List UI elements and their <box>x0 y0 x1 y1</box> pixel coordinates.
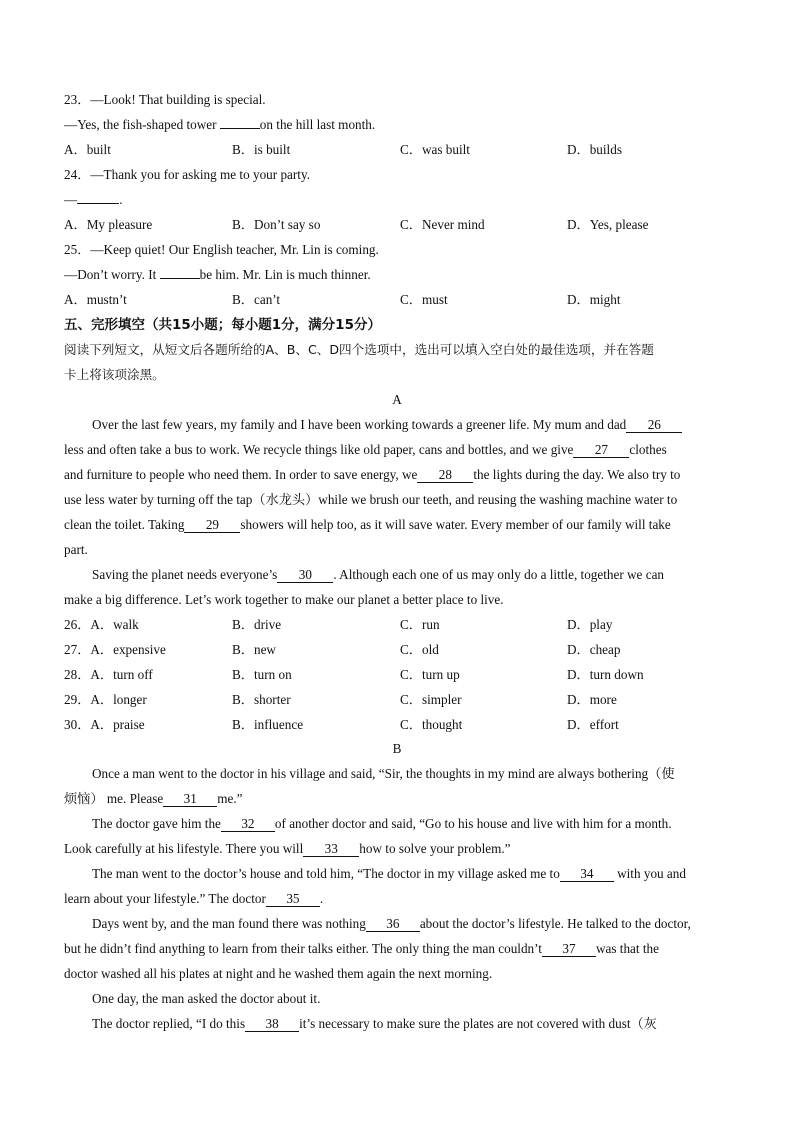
section-instruction-line2: 卡上将该项涂黑。 <box>64 367 165 382</box>
q30-option-c: C．thought <box>400 717 463 732</box>
q28-options <box>64 667 744 683</box>
q29-option-d: D．more <box>567 692 617 707</box>
passage-b-text: with you and <box>613 866 686 881</box>
passage-b-text: 烦恼） me. Please <box>64 791 164 806</box>
q25-line2 <box>64 267 371 283</box>
blank-33: 33 <box>303 842 359 857</box>
passage-b-line1: Once a man went to the doctor in his village and said, “Sir, the thoughts in my mind are always bothering（使 <box>92 766 675 781</box>
passage-a-text: Over the last few years, my family and I have been working towards a greener life. My mum and dad <box>92 417 627 432</box>
q27-option-d: D．cheap <box>567 642 621 657</box>
passage-b-text: it’s necessary to make sure the plates are not covered with dust（灰 <box>299 1016 657 1031</box>
q26-option-c: C．run <box>400 617 440 632</box>
passage-b-line3 <box>92 816 672 832</box>
q30-options <box>64 717 744 733</box>
q30-option-d: D．effort <box>567 717 619 732</box>
q25-line2-b: be him. Mr. Lin is much thinner. <box>199 267 371 282</box>
q25-option-d: D．might <box>567 292 621 307</box>
passage-a-text: Saving the planet needs everyone’s <box>92 567 278 582</box>
q24-option-d: D．Yes, please <box>567 217 649 232</box>
q24-blank <box>77 203 119 204</box>
passage-b-line7 <box>92 916 691 932</box>
passage-a-line2 <box>64 442 667 458</box>
passage-a-line1 <box>92 417 682 433</box>
q30-option-b: B．influence <box>232 717 304 732</box>
passage-b-line6 <box>64 891 323 907</box>
q29-option-c: C．simpler <box>400 692 462 707</box>
q23-line2-b: on the hill last month. <box>259 117 376 132</box>
passage-b-label: B <box>392 741 402 756</box>
passage-b-text: me.” <box>217 791 243 806</box>
q25-options <box>64 292 744 308</box>
passage-b-line5 <box>92 866 686 882</box>
blank-30: 30 <box>277 568 333 583</box>
passage-b-text: . <box>319 891 324 906</box>
blank-29: 29 <box>184 518 240 533</box>
q25-option-b: B．can’t <box>232 292 281 307</box>
blank-31: 31 <box>163 792 217 807</box>
q25-option-a: A．mustn’t <box>64 292 127 307</box>
q27-option-c: C．old <box>400 642 439 657</box>
q23-option-a: A．built <box>64 142 111 157</box>
q24-option-c: C．Never mind <box>400 217 485 232</box>
passage-b-text: The doctor replied, “I do this <box>92 1016 246 1031</box>
q23-option-d: D．builds <box>567 142 622 157</box>
q25-blank <box>160 278 200 279</box>
passage-b-text: about the doctor’s lifestyle. He talked to the doctor, <box>419 916 691 931</box>
q28-option-d: D．turn down <box>567 667 644 682</box>
passage-a-text: . Although each one of us may only do a little, together we can <box>333 567 665 582</box>
blank-28: 28 <box>417 468 473 483</box>
passage-a-text: showers will help too, as it will save water. Every member of our family will take <box>240 517 671 532</box>
q28-option-a: 28．A．turn off <box>64 667 153 682</box>
passage-b-text: was that the <box>595 941 659 956</box>
section-instruction-line1: 阅读下列短文，从短文后各题所给的A、B、C、D四个选项中，选出可以填入空白处的最佳选项，并在答题 <box>64 342 654 357</box>
q26-option-a: 26．A．walk <box>64 617 139 632</box>
q30-option-a: 30．A．praise <box>64 717 145 732</box>
blank-26: 26 <box>626 418 682 433</box>
passage-b-line8 <box>64 941 659 957</box>
passage-b-text: learn about your lifestyle.” The doctor <box>64 891 266 906</box>
passage-b-line11 <box>92 1016 657 1032</box>
q28-option-b: B．turn on <box>232 667 292 682</box>
passage-a-line8: make a big difference. Let’s work together to make our planet a better place to live. <box>64 592 504 607</box>
passage-a-label: A <box>392 392 402 407</box>
passage-a-text: the lights during the day. We also try to <box>473 467 681 482</box>
q23-options <box>64 142 744 158</box>
passage-a-line7 <box>92 567 664 583</box>
q23-line2 <box>64 117 375 133</box>
passage-a-line5 <box>64 517 671 533</box>
blank-27: 27 <box>573 443 629 458</box>
passage-a-text: and furniture to people who need them. In order to save energy, we <box>64 467 418 482</box>
q29-option-b: B．shorter <box>232 692 291 707</box>
passage-a-line6: part. <box>64 542 88 557</box>
passage-a-line3 <box>64 467 680 483</box>
q24-option-a: A．My pleasure <box>64 217 153 232</box>
q24-line2 <box>64 192 122 208</box>
blank-37: 37 <box>542 942 596 957</box>
passage-b-text: Days went by, and the man found there was nothing <box>92 916 366 931</box>
passage-b-line9: doctor washed all his plates at night and he washed them again the next morning. <box>64 966 493 981</box>
q24-line2-a: — <box>64 192 78 207</box>
q26-option-d: D．play <box>567 617 613 632</box>
q24-line2-b: . <box>119 192 123 207</box>
q24-option-b: B．Don’t say so <box>232 217 321 232</box>
q25-stem: 25．—Keep quiet! Our English teacher, Mr. Lin is coming. <box>64 242 379 257</box>
q29-option-a: 29．A．longer <box>64 692 147 707</box>
q29-options <box>64 692 744 708</box>
q28-option-c: C．turn up <box>400 667 460 682</box>
q24-stem: 24．—Thank you for asking me to your party. <box>64 167 310 182</box>
passage-a-line4: use less water by turning off the tap（水龙头）while we brush our teeth, and reusing the washing machine water to <box>64 492 678 507</box>
section-heading: 五、完形填空（共15小题；每小题1分，满分15分） <box>64 317 381 333</box>
passage-b-line10: One day, the man asked the doctor about it. <box>92 991 321 1006</box>
q23-blank <box>220 128 260 129</box>
passage-b-text: Look carefully at his lifestyle. There you will <box>64 841 304 856</box>
passage-b-text: The man went to the doctor’s house and told him, “The doctor in my village asked me to <box>92 866 560 881</box>
q27-options <box>64 642 744 658</box>
blank-32: 32 <box>221 817 275 832</box>
q27-option-b: B．new <box>232 642 276 657</box>
q26-options <box>64 617 744 633</box>
q26-option-b: B．drive <box>232 617 282 632</box>
passage-b-text: but he didn’t find anything to learn from their talks either. The only thing the man couldn’t <box>64 941 542 956</box>
passage-b-text: how to solve your problem.” <box>359 841 511 856</box>
q23-line2-a: —Yes, the fish-shaped tower <box>64 117 220 132</box>
q24-options <box>64 217 744 233</box>
passage-a-text: clothes <box>629 442 667 457</box>
passage-b-text: The doctor gave him the <box>92 816 221 831</box>
passage-a-text: clean the toilet. Taking <box>64 517 185 532</box>
q23-option-c: C．was built <box>400 142 470 157</box>
passage-a-text: less and often take a bus to work. We recycle things like old paper, cans and bottles, and we give <box>64 442 574 457</box>
q25-option-c: C．must <box>400 292 448 307</box>
passage-b-text: of another doctor and said, “Go to his house and live with him for a month. <box>274 816 672 831</box>
q23-option-b: B．is built <box>232 142 291 157</box>
passage-b-line4 <box>64 841 511 857</box>
blank-36: 36 <box>366 917 420 932</box>
passage-b-line2 <box>64 791 243 807</box>
blank-38: 38 <box>245 1017 299 1032</box>
blank-34: 34 <box>560 867 614 882</box>
q27-option-a: 27．A．expensive <box>64 642 166 657</box>
q23-stem: 23．—Look! That building is special. <box>64 92 266 107</box>
q25-line2-a: —Don’t worry. It <box>64 267 160 282</box>
blank-35: 35 <box>266 892 320 907</box>
